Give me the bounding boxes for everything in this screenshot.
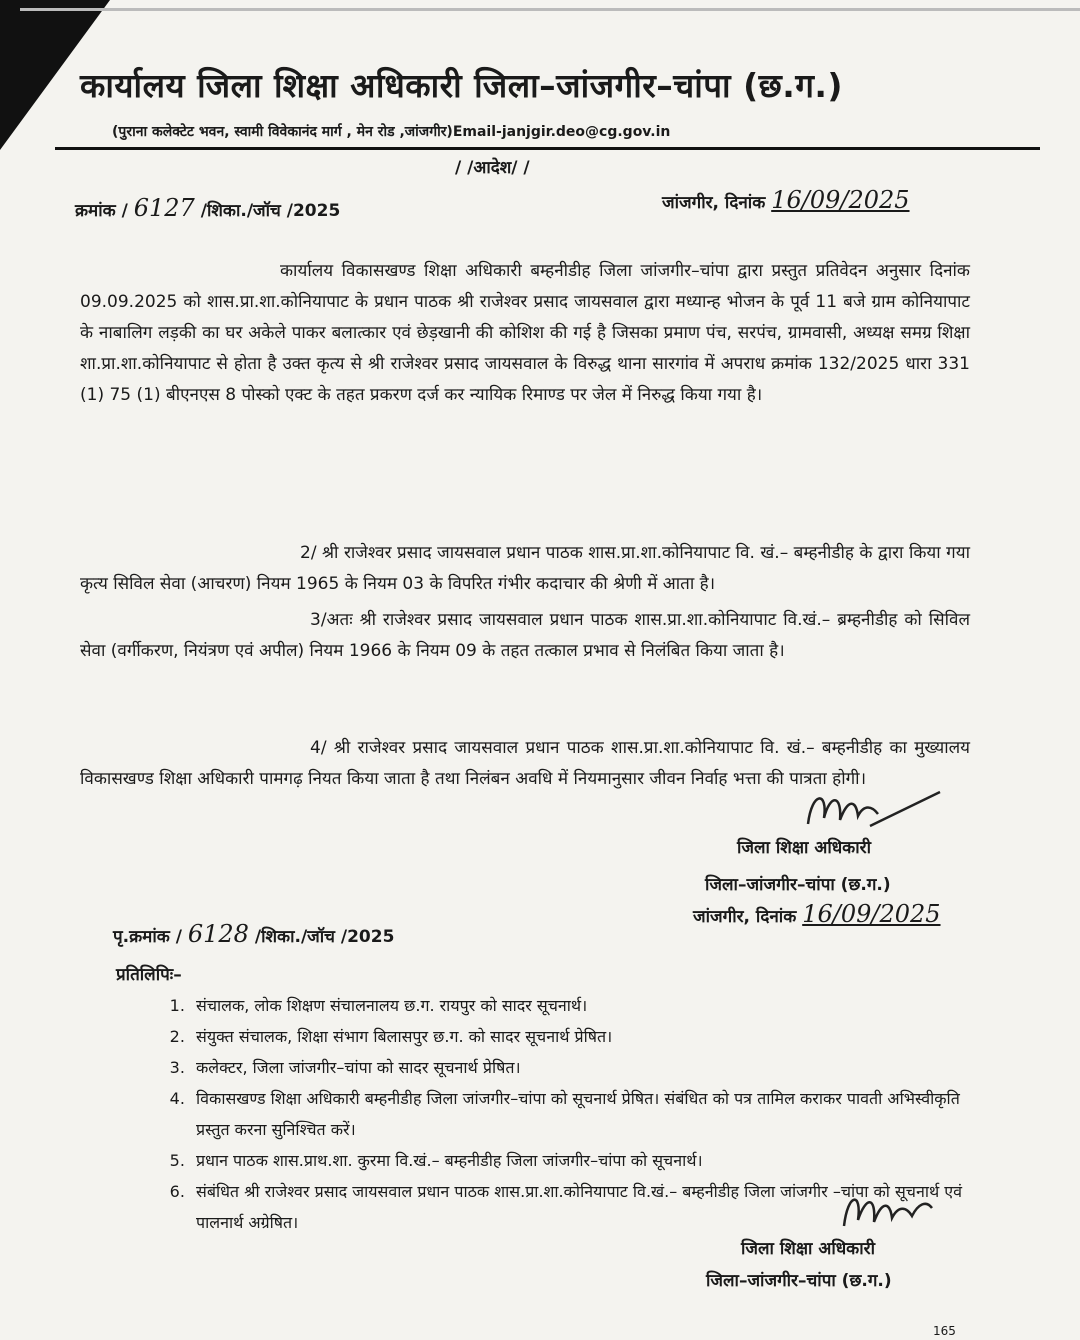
endorsement-prefix: पृ.क्रमांक / (113, 927, 182, 947)
list-item: 3. कलेक्टर, जिला जांजगीर–चांपा को सादर सूचनार्थ प्रेषित। (190, 1052, 990, 1083)
copy-to-heading: प्रतिलिपिः– (116, 965, 182, 985)
list-item: 2. संयुक्त संचालक, शिक्षा संभाग बिलासपुर छ.ग. को सादर सूचनार्थ प्रेषित। (190, 1021, 990, 1052)
endorsement-date-handwritten: 16/09/2025 (802, 900, 941, 928)
office-address-line: (पुराना कलेक्टेट भवन, स्वामी विवेकानंद मार्ग , मेन रोड ,जांजगीर)Email-janjgir.deo@cg.gov.in (112, 124, 671, 140)
reference-prefix: क्रमांक / (75, 201, 128, 221)
list-item: 6. संबंधित श्री राजेश्वर प्रसाद जायसवाल प्रधान पाठक शास.प्रा.शा.कोनियापाट वि.खं.– बम्हनीडीह जिला जांजगीर –चांपा को सूचनार्थ एवं पालनार्थ अग्रेषित। (190, 1176, 990, 1238)
paragraph-4: 4/ श्री राजेश्वर प्रसाद जायसवाल प्रधान पाठक शास.प्रा.शा.कोनियापाट वि. खं.– बम्हनीडीह का मुख्यालय विकासखण्ड शिक्षा अधिकारी पामगढ़ नियत किया जाता है तथा निलंबन अवधि में नियमानुसार जीवन निर्वाह भत्ता की पात्रता होगी। (80, 738, 970, 789)
page-number: 165 (933, 1324, 956, 1338)
list-item: 5. प्रधान पाठक शास.प्राथ.शा. कुरमा वि.खं.– बम्हनीडीह जिला जांजगीर–चांपा को सूचनार्थ। (190, 1145, 990, 1176)
paragraph-1: कार्यालय विकासखण्ड शिक्षा अधिकारी बम्हनीडीह जिला जांजगीर–चांपा द्वारा प्रस्तुत प्रतिवेदन अनुसार दिनांक 09.09.2025 को शास.प्रा.शा.कोनियापाट के प्रधान पाठक श्री राजेश्वर प्रसाद जायसवाल द्वारा मध्यान्ह भोजन के पूर्व 11 बजे ग्राम कोनियापाट के नाबालिग लड़की का घर अकेले पाकर बलात्कार एवं छेड़खानी की कोशिश की गई है जिसका प्रमाण पंच, सरपंच, ग्रामवासी, अध्यक्ष समग्र शिक्षा शा.प्रा.शा.कोनियापाट से होता है उक्त कृत्य से श्री राजेश्वर प्रसाद जायसवाल के विरुद्ध थाना सारगांव में अपराध क्रमांक 132/2025 धारा 331 (1) 75 (1) बीएनएस 8 पोस्को एक्ट के तहत प्रकरण दर्ज कर न्यायिक रिमाण्ड पर जेल में निरुद्ध किया गया है। (80, 261, 970, 405)
office-header-title: कार्यालय जिला शिक्षा अधिकारी जिला–जांजगीर–चांपा (छ.ग.) (80, 66, 844, 105)
endorsement-suffix: /शिका./जॉच /2025 (254, 927, 395, 947)
paragraph-3: 3/अतः श्री राजेश्वर प्रसाद जायसवाल प्रधान पाठक शास.प्रा.शा.कोनियापाट वि.खं.– ब्रम्हनीडीह को सिविल सेवा (वर्गीकरण, नियंत्रण एवं अपील) नियम 1966 के नियम 09 के तहत तत्काल प्रभाव से निलंबित किया जाता है। (80, 610, 970, 661)
signatory-title-2: जिला शिक्षा अधिकारी (741, 1239, 875, 1259)
scan-top-edge (20, 8, 1080, 11)
list-item: 4. विकासखण्ड शिक्षा अधिकारी बम्हनीडीह जिला जांजगीर–चांपा को सूचनार्थ प्रेषित। संबंधित को पत्र तामिल कराकर पावती अभिस्वीकृति प्रस्तुत करना सुनिश्चित करें। (190, 1083, 990, 1145)
signatory-district-2: जिला–जांजगीर–चांपा (छ.ग.) (706, 1271, 892, 1291)
order-date-handwritten: 16/09/2025 (771, 186, 910, 214)
signatory-district-1: जिला–जांजगीर–चांपा (छ.ग.) (705, 875, 891, 895)
endorsement-date-prefix: जांजगीर, दिनांक (693, 907, 797, 927)
header-rule (55, 147, 1040, 150)
order-date-prefix: जांजगीर, दिनांक (662, 193, 766, 213)
reference-number-line (75, 194, 340, 222)
signature-mark-2 (838, 1186, 938, 1236)
reference-suffix: /शिका./जॉच /2025 (200, 201, 341, 221)
list-item: 1. संचालक, लोक शिक्षण संचालनालय छ.ग. रायपुर को सादर सूचनार्थ। (190, 990, 990, 1021)
endorsement-date-line (693, 900, 941, 928)
endorsement-number-handwritten: 6128 (187, 920, 249, 948)
signature-mark-1 (800, 786, 950, 836)
order-date-line (662, 186, 910, 214)
order-title: / /आदेश/ / (455, 158, 530, 178)
reference-number-handwritten: 6127 (133, 194, 195, 222)
endorsement-number-line (113, 920, 394, 948)
signatory-title-1: जिला शिक्षा अधिकारी (737, 838, 871, 858)
paragraph-2: 2/ श्री राजेश्वर प्रसाद जायसवाल प्रधान पाठक शास.प्रा.शा.कोनियापाट वि. खं.– बम्हनीडीह के द्वारा किया गया कृत्य सिविल सेवा (आचरण) नियम 1965 के नियम 03 के विपरित गंभीर कदाचार की श्रेणी में आता है। (80, 543, 970, 594)
